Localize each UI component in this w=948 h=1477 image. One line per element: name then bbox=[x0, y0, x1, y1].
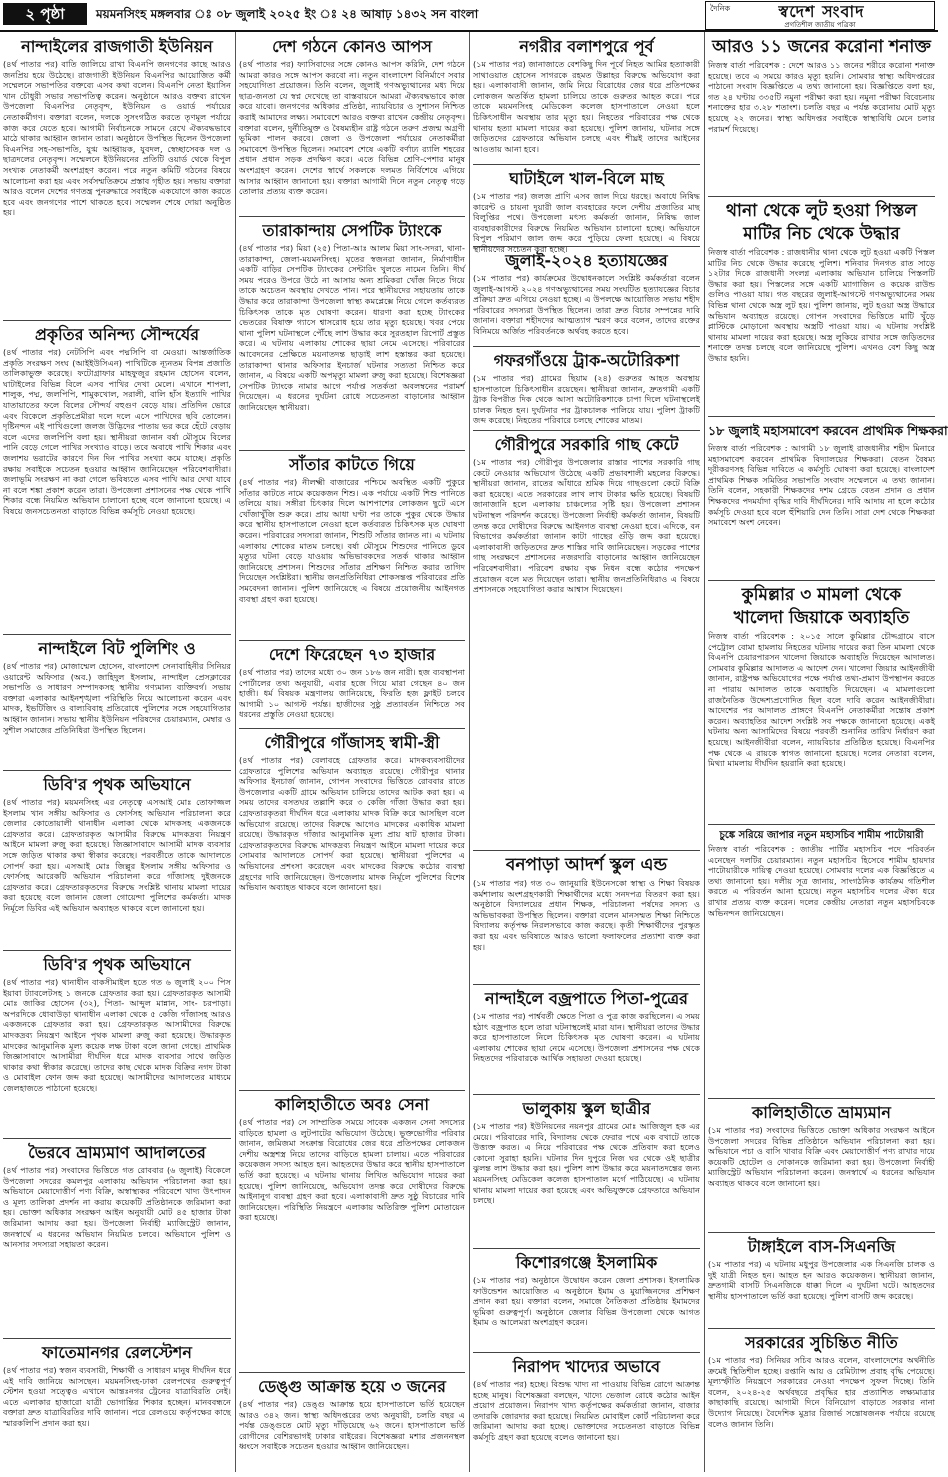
article-body: (৪র্থ পাতার পর) হচ্ছে। বিশুদ্ধ খাদ্য না পাওয়ায় বিভিন্ন রোগে আক্রান্ত হচ্ছে মানুষ। বিশেষজ্ঞরা বলছেন, খাদ্যে ভেজাল রোধে কঠোর আইন প্রয়োগ প্রয়োজন। নিরাপদ খাদ্য কর্তৃপক্ষের কর্মকর্তারা জানান, বাজার তদারকি জোরদার করা হয়েছে। নিয়মিত মোবাইল কোর্ট পরিচালনা করে জরিমানা আদায় করা হচ্ছে। ভোক্তাদের সচেতনতা বাড়াতে বিভিন্ন কর্মসূচি গ্রহণ করা হয়েছে বলেও জানানো হয়। bbox=[473, 1379, 700, 1442]
article-headline: ঘাটাইলে খাল-বিলে মাছ bbox=[509, 169, 664, 188]
article-body: (১ম পাতার পর) সিনিয়র সচিব আরও বলেন, বাংলাদেশের অর্থনীতি ক্রমেই স্থিতিশীল হচ্ছে। রপ্তানি আয় ও রেমিট্যান্স প্রবাহ বৃদ্ধি পেয়েছে। মূল্যস্ফীতি নিয়ন্ত্রণে সরকারের নেওয়া পদক্ষেপ সুফল দিচ্ছে। তিনি বলেন, ২০২৪-২৫ অর্থবছরে প্রবৃদ্ধির হার প্রত্যাশিত লক্ষ্যমাত্রার কাছাকাছি রয়েছে। আগামী দিনে বিনিয়োগ বাড়াতে সরকার নানা উদ্যোগ নিয়েছে। বৈদেশিক মুদ্রার রিজার্ভ সন্তোষজনক পর্যায়ে রয়েছে বলেও জানান তিনি। bbox=[708, 1355, 935, 1429]
article-july-2024 bbox=[473, 250, 700, 347]
article-gafargaon-accident bbox=[473, 350, 700, 431]
logo-prefix: দৈনিক bbox=[710, 4, 731, 13]
article-headline: কালিহাতীতে অবঃ সেনা bbox=[274, 1095, 430, 1114]
article-ghatail-fish bbox=[473, 168, 700, 254]
article-body: (৪র্থ পাতার পর) ডেঙ্গু আক্রান্ত হয়ে হাসপাতালে ভর্তি হয়েছেন আরও ৩৪২ জন। স্বাস্থ্য অধিদপ্তরের তথ্য অনুযায়ী, চলতি বছর এ পর্যন্ত ডেঙ্গুতে মোট মৃত্যু দাঁড়িয়েছে ৬২ জনে। হাসপাতালে ভর্তি রোগীদের বেশিরভাগই ঢাকার বাইরের। বিশেষজ্ঞরা মশার প্রজননস্থল ধ্বংসে সবাইকে সচেতন হওয়ার আহ্বান জানিয়েছেন। bbox=[239, 1399, 465, 1452]
logo-tagline: প্রগতিশীল জাতীয় পত্রিকা bbox=[784, 21, 856, 29]
article-headline: গৌরীপুরে গাঁজাসহ স্বামী-স্ত্রী bbox=[264, 733, 440, 752]
article-body: (৪র্থ পাতার পর) স্বজন ব্যবসায়ী, শিক্ষার্থী ও সাধারণ মানুষ দীর্ঘদিন ধরে এই দাবি জানিয়ে আসছেন। ময়মনসিংহ-ঢাকা রেলপথের গুরুত্বপূর্ণ স্টেশন হওয়া সত্ত্বেও এখানে আন্তঃনগর ট্রেনের যাত্রাবিরতি নেই। এতে এলাকার হাজারো যাত্রী ভোগান্তির শিকার হচ্ছেন। মানববন্ধনে বক্তারা দ্রুত যাত্রাবিরতির দাবি জানান। পরে রেলওয়ে কর্তৃপক্ষের কাছে স্মারকলিপি প্রদান করা হয়। bbox=[3, 1365, 231, 1428]
article-headline: নিরাপদ খাদ্যের অভাবে bbox=[512, 1357, 661, 1376]
article-headline: কালিহাতীতে ভ্রাম্যমান bbox=[752, 1103, 891, 1122]
logo-name: স্বদেশ সংবাদ bbox=[778, 2, 865, 21]
article-headline: বনপাড়া আদর্শ স্কুল এন্ড bbox=[505, 855, 668, 875]
article-headline: নান্দাইলে বজ্রপাতে পিতা-পুত্রের bbox=[485, 989, 688, 1008]
article-headline: নান্দাইলের রাজগাতী ইউনিয়ন bbox=[21, 37, 213, 56]
article-kalihati-mobile bbox=[708, 1102, 935, 1233]
article-body: (৪র্থ পাতার পর) নীলক্ষ্মী বাজারের পশ্চিমে অবস্থিত একটি পুকুরে সাঁতার কাটতে নামে কয়েকজন শিশু। এক পর্যায়ে একটি শিশু পানিতে তলিয়ে যায়। সঙ্গীরা চিৎকার দিলে আশপাশের লোকজন ছুটে এসে খোঁজাখুঁজি শুরু করে। প্রায় আধা ঘণ্টা পর তাকে পুকুর থেকে উদ্ধার করে স্থানীয় হাসপাতালে নেওয়া হলে কর্তব্যরত চিকিৎসক মৃত ঘোষণা করেন। পরিবারের সদস্যরা জানান, শিশুটি সাঁতার জানত না। এ ঘটনায় এলাকায় শোকের মাতম চলছে। বর্ষা মৌসুমে শিশুদের পানিতে ডুবে মৃত্যুর ঘটনা বেড়ে যাওয়ায় অভিভাবকদের সতর্ক থাকার আহ্বান জানিয়েছে প্রশাসন। শিশুদের সাঁতার প্রশিক্ষণ নিশ্চিত করার তাগিদ দিয়েছেন সংশ্লিষ্টরা। স্থানীয় জনপ্রতিনিধিরা শোকসন্তপ্ত পরিবারের প্রতি সমবেদনা জানান। পুলিশ জানিয়েছে এ বিষয়ে প্রয়োজনীয় আইনগত ব্যবস্থা গ্রহণ করা হয়েছে। bbox=[239, 477, 465, 604]
article-headline: গফরগাঁওয়ে ট্রাক-অটোরিকশা bbox=[493, 351, 680, 370]
article-body: (৪র্থ পাতার পর) সে সাম্প্রতিক সময়ে সাবেক একজন সেনা সদস্যের বাড়িতে হামলা ও লুটপাটের অভিযোগ উঠেছে। ভুক্তভোগীর পরিবার জানান, জমিজমা সংক্রান্ত বিরোধের জের ধরে প্রতিপক্ষের লোকজন দেশীয় অস্ত্রশস্ত্র নিয়ে তাদের বাড়িতে হামলা চালায়। এতে পরিবারের কয়েকজন সদস্য আহত হন। আহতদের উদ্ধার করে স্থানীয় হাসপাতালে ভর্তি করা হয়েছে। এ ঘটনায় থানায় লিখিত অভিযোগ দায়ের করা হয়েছে। পুলিশ জানিয়েছে, অভিযোগ তদন্ত করে দোষীদের বিরুদ্ধে আইনানুগ ব্যবস্থা গ্রহণ করা হবে। এলাকাবাসী দ্রুত সুষ্ঠু বিচারের দাবি জানিয়েছেন। পরিস্থিতি নিয়ন্ত্রণে এলাকায় অতিরিক্ত পুলিশ মোতায়েন করা হয়েছে। bbox=[239, 1117, 465, 1223]
article-body: (৪র্থ পাতার পর) তাদের মধ্যে ৩০ জন ১৮৬ জন নারী। হজ ব্যবস্থাপনা পোর্টালের তথ্য অনুযায়ী, এবার হজে গিয়ে মারা গেছেন ৪০ জন হাজী। ধর্ম বিষয়ক মন্ত্রণালয় জানিয়েছে, ফিরতি হজ ফ্লাইট চলবে আগামী ১০ আগস্ট পর্যন্ত। হাজীদের সুষ্ঠু প্রত্যাবর্তন নিশ্চিতে সব ধরনের প্রস্তুতি নেওয়া হয়েছে। bbox=[239, 667, 465, 720]
article-dengue bbox=[239, 1376, 465, 1473]
article-headline: ডিবি'র পৃথক অভিযানে bbox=[43, 955, 191, 974]
article-gouripur-trees bbox=[473, 434, 700, 851]
article-headline: ১৮ জুলাই মহাসমাবেশ করবেন প্রাথমিক শিক্ষকরা bbox=[708, 423, 948, 438]
article-khaleda bbox=[708, 584, 935, 825]
column-rule bbox=[235, 32, 236, 1472]
article-body: (৪র্থ পাতার পর) মিয়া (২৫) পিতা-আঃ আলম মিয়া সাং-সদরা, থানা-তারাকান্দা, জেলা-ময়মনসিংহ। মৃতের স্বজনরা জানান, নির্মাণাধীন একটি বাড়ির সেপটিক ট্যাংকের সেন্টারিং খুলতে নামেন তিনি। দীর্ঘ সময় পরেও উপরে উঠে না আসায় অন্য শ্রমিকরা খোঁজ নিতে গিয়ে তাকে অচেতন অবস্থায় দেখতে পান। পরে স্থানীয়দের সহায়তায় তাকে উদ্ধার করে তারাকান্দা উপজেলা স্বাস্থ্য কমপ্লেক্সে নিয়ে গেলে কর্তব্যরত চিকিৎসক তাকে মৃত ঘোষণা করেন। ধারণা করা হচ্ছে ট্যাংকের ভেতরের বিষাক্ত গ্যাসে শ্বাসরোধ হয়ে তার মৃত্যু হয়েছে। খবর পেয়ে থানা পুলিশ ঘটনাস্থলে পৌঁছে লাশ উদ্ধার করে সুরতহাল রিপোর্ট প্রস্তুত করে। এ ঘটনায় এলাকায় শোকের ছায়া নেমে এসেছে। পরিবারের আবেদনের প্রেক্ষিতে ময়নাতদন্ত ছাড়াই লাশ হস্তান্তর করা হয়েছে। তারাকান্দা থানার অফিসার ইনচার্জ ঘটনার সত্যতা নিশ্চিত করে জানান, এ বিষয়ে একটি অপমৃত্যু মামলা রুজু করা হয়েছে। বিশেষজ্ঞরা সেপটিক ট্যাংকে নামার আগে পর্যাপ্ত সতর্কতা অবলম্বনের পরামর্শ দিয়েছেন। এ ধরনের দুর্ঘটনা রোধে সচেতনতা বাড়ানোর আহ্বান জানিয়েছেন স্থানীয়রা। bbox=[239, 243, 465, 412]
article-headline: তারাকান্দায় সেপটিক ট্যাংকে bbox=[262, 221, 442, 240]
article-headline: নগরীর বলাশপুরে পূর্ব bbox=[519, 37, 654, 56]
article-headline: কুমিল্লার ৩ মামলা থেকে bbox=[741, 585, 902, 605]
article-govt-policy bbox=[708, 1332, 935, 1473]
article-headline: প্রকৃতির অনিন্দ্য সৌন্দর্যের bbox=[34, 325, 200, 344]
article-headline: টাঙ্গাইলে বাস-সিএনজি bbox=[747, 1237, 896, 1256]
article-swimming bbox=[239, 454, 465, 641]
article-body: (১ম পাতার পর) কার্যক্রমের উদ্বোধনকালে সংশ্লিষ্ট কর্মকর্তারা বলেন জুলাই-আগস্ট ২০২৪ গণঅভ্যুত্থানের সময় সংঘটিত হত্যাযজ্ঞের বিচার প্রক্রিয়া দ্রুত এগিয়ে নেওয়া হচ্ছে। এ উপলক্ষে আয়োজিত সভায় শহীদ পরিবারের সদস্যরা উপস্থিত ছিলেন। তারা দ্রুত বিচার সম্পন্নের দাবি জানান। বক্তারা শহীদদের আত্মত্যাগ স্মরণ করে বলেন, তাদের রক্তের বিনিময়ে অর্জিত পরিবর্তনকে অর্থবহ করতে হবে। bbox=[473, 273, 700, 336]
article-headline: ফাতেমানগর রেলস্টেশন bbox=[42, 1343, 192, 1362]
article-body: (১ম পাতার পর) গ্রামের ছিয়াম (২৪) গুরুতর আহত অবস্থায় হাসপাতালে চিকিৎসাধীন রয়েছেন। স্থানীয়রা জানান, দ্রুতগামী একটি ট্রাক বিপরীত দিক থেকে আসা অটোরিকশাকে চাপা দিলে ঘটনাস্থলেই চালক নিহত হন। দুর্ঘটনার পর ট্রাকচালক পালিয়ে যায়। পুলিশ ট্রাকটি জব্দ করেছে। নিহতের পরিবারে চলছে শোকের মাতম। bbox=[473, 373, 700, 426]
article-hajj-return bbox=[239, 644, 465, 729]
article-headline: গৌরীপুরে সরকারি গাছ কেটে bbox=[494, 435, 679, 454]
article-headline: ডিবি'র পৃথক অভিযানে bbox=[43, 775, 191, 794]
article-headline: সরকারের সুচিন্তিত নীতি bbox=[745, 1333, 898, 1352]
article-headline: দেশ গঠনে কোনও আপস bbox=[272, 37, 432, 56]
article-body: (৪র্থ পাতার পর) থানাধীন বাকসীমাইল হতে গত ৬ জুলাই ২০০ পিস ইয়াবা ট্যাবলেটসহ ১ জনকে গ্রেফতার করা হয়। গ্রেফতারকৃত আসামী মোঃ জাকির হোসেন (৩২), পিতা- আব্দুল মান্নান, সাং- চরপাড়া। অপরদিকে ধোবাউড়া থানাধীন এলাকা থেকে ৫ কেজি গাঁজাসহ আরও একজনকে গ্রেফতার করা হয়। গ্রেফতারকৃত আসামীদের বিরুদ্ধে মাদকদ্রব্য নিয়ন্ত্রণ আইনে পৃথক মামলা রুজু করা হয়েছে। উদ্ধারকৃত মাদকের আনুমানিক মূল্য কয়েক লক্ষ টাকা বলে জানা গেছে। প্রাথমিক জিজ্ঞাসাবাদে আসামীরা দীর্ঘদিন ধরে মাদক ব্যবসার সাথে জড়িত থাকার কথা স্বীকার করেছে। তাদের কাছ থেকে মাদক বিক্রির নগদ টাকা ও মোবাইল ফোন জব্দ করা হয়েছে। আসামীদের আদালতের মাধ্যমে জেলহাজতে পাঠানো হয়েছে। bbox=[3, 977, 231, 1093]
article-body: (৪র্থ পাতার পর) ময়মনসিংহ এর নেতৃত্বে এসআই মোঃ তোফাজ্জল ইসলাম খান সঙ্গীয় অফিসার ও ফোর্সসহ অভিযান পরিচালনা করে জেলার কোতোয়ালী থানাধীন এলাকা থেকে মাদকসহ একজনকে গ্রেফতার করে। গ্রেফতারকৃত আসামীর বিরুদ্ধে মাদকদ্রব্য নিয়ন্ত্রণ আইনে মামলা রুজু করা হয়েছে। জিজ্ঞাসাবাদে আসামী মাদক ব্যবসার সঙ্গে জড়িত থাকার কথা স্বীকার করেছে। পরবর্তীতে তাকে আদালতে সোপর্দ করা হয়। এসআই মোঃ জিল্লুর ইসলাম সঙ্গীয় অফিসার ও ফোর্সসহ আরেকটি অভিযান পরিচালনা করে গাঁজাসহ দুইজনকে গ্রেফতার করে। গ্রেফতারকৃতদের বিরুদ্ধে সংশ্লিষ্ট থানায় মামলা দায়ের করা হয়েছে বলে জানান জেলা গোয়েন্দা পুলিশের কর্মকর্তা। মাদক নির্মূলে ডিবির এই অভিযান অব্যাহত থাকবে বলে জানানো হয়। bbox=[3, 797, 231, 913]
article-fatemanagar bbox=[3, 1342, 231, 1473]
article-kalihati-army bbox=[239, 1094, 465, 1373]
article-body: (১ম পাতার পর) জলজ প্রাণি এসব জাল দিয়ে ধরছে। অবাধে নিষিদ্ধ কারেন্ট ও চায়না দুয়ারী জাল ব্যবহারের ফলে দেশীয় প্রজাতির মাছ বিলুপ্তির পথে। উপজেলা মৎস্য কর্মকর্তা জানান, নিষিদ্ধ জাল ব্যবহারকারীদের বিরুদ্ধে নিয়মিত অভিযান চালানো হচ্ছে। অভিযানে বিপুল পরিমাণ জাল জব্দ করে পুড়িয়ে ফেলা হয়েছে। এ বিষয়ে স্থানীয়দের সচেতন করা হচ্ছে। bbox=[473, 191, 700, 254]
article-headline: নান্দাইলে বিট পুলিশিং ও bbox=[38, 639, 196, 658]
article-desh-gothone bbox=[239, 36, 465, 217]
article-body: (১ম পাতার পর) গৌরীপুর উপজেলার রাস্তার পাশের সরকারি গাছ কেটে নেওয়ার অভিযোগ উঠেছে একটি প্রভাবশালী মহলের বিরুদ্ধে। স্থানীয়রা জানান, রাতের আঁধারে শ্রমিক দিয়ে গাছগুলো কেটে বিক্রি করা হয়েছে। এতে সরকারের লাখ লাখ টাকার ক্ষতি হয়েছে। বিষয়টি জানাজানি হলে এলাকায় চাঞ্চল্যের সৃষ্টি হয়। উপজেলা প্রশাসন ঘটনাস্থল পরিদর্শন করেছে। উপজেলা নির্বাহী কর্মকর্তা জানান, বিষয়টি তদন্ত করে দোষীদের বিরুদ্ধে আইনগত ব্যবস্থা নেওয়া হবে। এদিকে, বন বিভাগের কর্মকর্তারা জানান কাটা গাছের গুঁড়ি জব্দ করা হয়েছে। এলাকাবাসী জড়িতদের দ্রুত শাস্তির দাবি জানিয়েছেন। সড়কের পাশের গাছ সংরক্ষণে প্রশাসনের নজরদারি বাড়ানোর আহ্বান জানিয়েছেন পরিবেশবাদীরা। পরিবেশ রক্ষায় বৃক্ষ নিধন বন্ধে কঠোর পদক্ষেপ প্রয়োজন বলে মত দিয়েছেন তারা। স্থানীয় জনপ্রতিনিধিরাও এ বিষয়ে প্রশাসনকে সহযোগিতা করার আশ্বাস দিয়েছেন। bbox=[473, 457, 700, 595]
article-body: (৪র্থ পাতার পর) সংবাদের ভিত্তিতে গত রোববার (৬ জুলাই) বিকেলে উপজেলা সদরের কমলপুর এলাকায় অভিযান পরিচালনা করা হয়। অভিযানে মেয়াদোত্তীর্ণ পণ্য বিক্রি, অস্বাস্থ্যকর পরিবেশে খাদ্য উৎপাদন ও মূল্য তালিকা প্রদর্শন না করায় কয়েকটি প্রতিষ্ঠানকে জরিমানা করা হয়। ভোক্তা অধিকার সংরক্ষণ আইন অনুযায়ী মোট ৪৫ হাজার টাকা জরিমানা আদায় করা হয়। উপজেলা নির্বাহী ম্যাজিস্ট্রেট জানান, জনস্বার্থে এ ধরনের অভিযান নিয়মিত চলবে। অভিযানে পুলিশ ও আনসার সদস্যরা সহায়তা করেন। bbox=[3, 1165, 231, 1250]
article-nandail-beat-policing bbox=[3, 638, 231, 771]
article-corona bbox=[708, 36, 935, 197]
article-bhaluka-student bbox=[473, 1098, 700, 1249]
article-body: (৪র্থ পাতার পর) বাতি জালিয়ে রাখা বিএনপি জনগণের কাছে আরও জনপ্রিয় হয়ে উঠেছে। রাজগাতী ইউনিয়ন বিএনপির আয়োজিত কর্মী সম্মেলনে সভাপতির বক্তব্যে এসব কথা বলেন। বিএনপি নেতা ইয়াসিন খান চৌধুরী সভার সভাপতিত্ব করেন। অনুষ্ঠানে আরও বক্তব্য রাখেন উপজেলা বিএনপির নেতৃবৃন্দ, ইউনিয়ন ও ওয়ার্ড পর্যায়ের নেতাকর্মীগণ। বক্তারা বলেন, দলকে সুসংগঠিত করতে তৃণমূল পর্যায়ে কাজ করে যেতে হবে। আগামী নির্বাচনকে সামনে রেখে ঐক্যবদ্ধভাবে মাঠে থাকার আহ্বান জানান তারা। অনুষ্ঠানে উপস্থিত ছিলেন উপজেলা বিএনপির সহ-সভাপতি, যুগ্ম আহ্বায়ক, যুবদল, স্বেচ্ছাসেবক দল ও ছাত্রদলের নেতৃবৃন্দ। সম্মেলনে ইউনিয়নের প্রতিটি ওয়ার্ড থেকে বিপুল সংখ্যক নেতাকর্মী অংশগ্রহণ করেন। পরে নতুন কমিটি গঠনের বিষয়ে আলোচনা করা হয় এবং সর্বসম্মতিক্রমে প্রস্তাব গৃহীত হয়। সভায় বক্তারা আরও বলেন দেশের গণতন্ত্র পুনরুদ্ধারে সবাইকে একযোগে কাজ করতে হবে এবং জনগণের পাশে থাকতে হবে। সম্মেলন শেষে দোয়া অনুষ্ঠিত হয়। bbox=[3, 59, 231, 218]
article-body: নিজস্ব বার্তা পরিবেশক : রাজধানীর থানা থেকে লুট হওয়া একটি পিস্তল মাটির নিচ থেকে উদ্ধার করেছে পুলিশ। শনিবার দিনগত রাত সাড়ে ১২টার দিকে রাজধানী সংলগ্ন এলাকায় অভিযান চালিয়ে পিস্তলটি উদ্ধার করা হয়। পিস্তলের সঙ্গে একটি ম্যাগাজিন ও কয়েক রাউন্ড গুলিও পাওয়া যায়। গত বছরের জুলাই-আগস্টে গণঅভ্যুত্থানের সময় বিভিন্ন থানা থেকে অস্ত্র লুট হয়। পুলিশ জানায়, লুট হওয়া অস্ত্র উদ্ধারে অভিযান অব্যাহত রয়েছে। গোপন সংবাদের ভিত্তিতে মাটি খুঁড়ে প্লাস্টিকে মোড়ানো অবস্থায় অস্ত্রটি পাওয়া যায়। এ ঘটনায় সংশ্লিষ্ট থানায় মামলা দায়ের করা হয়েছে। অস্ত্র লুকিয়ে রাখার সঙ্গে জড়িতদের শনাক্তে তদন্ত চলছে বলে জানিয়েছে পুলিশ। এখনও বেশ কিছু অস্ত্র উদ্ধার হয়নি। bbox=[708, 247, 935, 363]
article-headline: দেশে ফিরেছেন ৭৩ হাজার bbox=[268, 645, 436, 664]
article-headline: ভৈরবে ভ্রাম্যমাণ আদালতের bbox=[28, 1143, 206, 1162]
article-subheadline: খালেদা জিয়াকে অব্যাহতি bbox=[733, 608, 910, 628]
article-body: (১ম পাতার পর) এ ঘটনায় মধুপুর উপজেলার এক সিএনজি চালক ও দুই যাত্রী নিহত হন। আহত হন আরও কয়েকজন। স্থানীয়রা জানান, দ্রুতগামী বাসটি সিএনজিকে ধাক্কা দিলে এ দুর্ঘটনা ঘটে। আহতদের স্থানীয় হাসপাতালে ভর্তি করা হয়েছে। পুলিশ বাসটি জব্দ করেছে। bbox=[708, 1259, 935, 1301]
article-japa bbox=[708, 828, 935, 1099]
article-balashpur bbox=[473, 36, 700, 165]
article-headline: থানা থেকে লুট হওয়া পিস্তল bbox=[726, 201, 917, 221]
dateline: ময়মনসিংহ মঙ্গলবার ঃ ০৮ জুলাই ২০২৫ ইং ঃ ২৪ আষাঢ় ১৪৩২ সন বাংলা bbox=[96, 7, 479, 21]
article-tarakanda bbox=[239, 220, 465, 451]
article-headline: সাঁতার কাটতে গিয়ে bbox=[289, 455, 415, 474]
article-body: (৪র্থ পাতার পর) বেলাবহে গ্রেফতার করে। মাদকব্যবসায়ীদের গ্রেফতারে পুলিশের অভিযান অব্যাহত রয়েছে। গৌরীপুর থানার অফিসার ইনচার্জ জানান, গোপন সংবাদের ভিত্তিতে রোববার রাতে উপজেলার একটি গ্রামে অভিযান চালিয়ে তাদের আটক করা হয়। এ সময় তাদের বসতঘর তল্লাশি করে ৩ কেজি গাঁজা উদ্ধার করা হয়। গ্রেফতারকৃতরা দীর্ঘদিন ধরে এলাকায় মাদক বিক্রি করে আসছিল বলে অভিযোগ রয়েছে। তাদের বিরুদ্ধে আগেও মাদকের একাধিক মামলা রয়েছে। উদ্ধারকৃত গাঁজার আনুমানিক মূল্য প্রায় ষাট হাজার টাকা। গ্রেফতারকৃতদের বিরুদ্ধে মাদকদ্রব্য নিয়ন্ত্রণ আইনে মামলা দায়ের করে সোমবার আদালতে সোপর্দ করা হয়েছে। স্থানীয়রা পুলিশের এ অভিযানের প্রশংসা করেছেন এবং মাদকের বিরুদ্ধে কঠোর ব্যবস্থা গ্রহণের দাবি জানিয়েছেন। উপজেলায় মাদক নির্মূলে পুলিশের বিশেষ অভিযান অব্যাহত থাকবে বলে জানানো হয়। bbox=[239, 755, 465, 893]
article-headline: আরও ১১ জনের করোনা শনাক্ত bbox=[712, 37, 931, 57]
article-headline: ভালুকায় স্কুল ছাত্রীর bbox=[522, 1099, 651, 1118]
article-kishoreganj-islamic bbox=[473, 1252, 700, 1353]
article-gouripur-ganja bbox=[239, 732, 465, 1091]
article-safe-food bbox=[473, 1356, 700, 1473]
article-db-operation-2 bbox=[3, 954, 231, 1139]
article-pistol bbox=[708, 200, 935, 417]
article-banpara-school bbox=[473, 854, 700, 985]
article-body: (৪র্থ পাতার পর) নেটসিপি এবং পদ্মসিপি বা মেওয়া। আন্তর্জাতিক প্রকৃতি সংরক্ষণ সংঘ (আইইউসিএন) পাখিটিকে ন্যূনতম বিপন্ন প্রজাতি তালিকাভুক্ত করেছে। ফটোগ্রাফার মাহফুজুর রহমান হোসেন বলেন, ঘাটাইলের বিভিন্ন বিলে এসব পাখির দেখা মেলে। এখানে শাপলা, শালুক, পদ্ম, জলপিপি, শামুকখোল, সরালী, বালি হাঁস ইত্যাদি পাখির যাতায়াতের ফলে বিলের সৌন্দর্য বহুগুণ বেড়ে যায়। প্রতিদিন ভোরে এবং বিকেলে প্রকৃতিপ্রেমীরা দলে দলে এসে পাখিদের ছবি তোলেন। দৃষ্টিনন্দন এই পাখিগুলো জলজ উদ্ভিদের পাতায় ভর করে হেঁটে বেড়ায় বলে এদের জলপিপি বলা হয়। স্থানীয়রা জানান বর্ষা মৌসুমে বিলের পানি বেড়ে গেলে পাখির সংখ্যাও বাড়ে। তবে অবাধে পাখি শিকার এবং জলাশয় ভরাটের কারণে দিন দিন পাখির সংখ্যা কমে যাচ্ছে। প্রকৃতি রক্ষায় সবাইকে সচেতন হওয়ার আহ্বান জানিয়েছেন পরিবেশবাদীরা। জলাভূমি সংরক্ষণ না করা গেলে ভবিষ্যতে এসব পাখি আর দেখা যাবে না বলে শঙ্কা প্রকাশ করেন তারা। উপজেলা প্রশাসনের পক্ষ থেকে পাখি শিকার বন্ধে নিয়মিত অভিযান চালানো হচ্ছে বলে জানানো হয়েছে। এ বিষয়ে জনসচেতনতা বাড়াতে বিভিন্ন কর্মসূচি নেওয়া হয়েছে। bbox=[3, 347, 231, 516]
article-prokriti bbox=[3, 324, 231, 635]
article-subheadline: মাটির নিচ থেকে উদ্ধার bbox=[743, 224, 900, 244]
article-bhairab-court bbox=[3, 1142, 231, 1339]
article-body: (৪র্থ পাতার পর) ফ্যাসিবাদের সঙ্গে কোনও আপস করিনি, দেশ গঠনে আমরা কারও সঙ্গে আপস করবো না। নতুন বাংলাদেশ বিনির্মাণে সবার সহযোগিতা প্রয়োজন। তিনি বলেন, জুলাই গণঅভ্যুত্থানের মধ্য দিয়ে ছাত্র-জনতা যে স্বপ্ন দেখেছে তা বাস্তবায়নে আমরা ঐক্যবদ্ধভাবে কাজ করে যাবো। জনগণের অধিকার প্রতিষ্ঠা, ন্যায়বিচার ও সুশাসন নিশ্চিত করাই আমাদের লক্ষ্য। সমাবেশে আরও বক্তব্য রাখেন কেন্দ্রীয় নেতৃবৃন্দ। বক্তারা বলেন, দুর্নীতিমুক্ত ও বৈষম্যহীন রাষ্ট্র গঠনে তরুণ প্রজন্ম অগ্রণী ভূমিকা পালন করবে। জেলা ও উপজেলা পর্যায়ের নেতাকর্মীরা সমাবেশে উপস্থিত ছিলেন। সমাবেশ শেষে একটি বর্ণাঢ্য র‌্যালি শহরের প্রধান প্রধান সড়ক প্রদক্ষিণ করে। এতে বিভিন্ন শ্রেণি-পেশার মানুষ অংশগ্রহণ করেন। দেশের স্বার্থে সকলকে দলমত নির্বিশেষে এগিয়ে আসার আহ্বান জানানো হয়। বক্তারা আগামী দিনে নতুন নেতৃত্ব গড়ে তোলার প্রত্যয় ব্যক্ত করেন। bbox=[239, 59, 465, 197]
article-nandail-rajgati bbox=[3, 36, 231, 321]
article-body: (১ম পাতার পর) ইউনিয়নের নয়নপুর গ্রামের মোঃ আজিজুল হক এর মেয়ে। পরিবারের দাবি, বিদ্যালয় থেকে ফেরার পথে এক বখাটে তাকে উত্ত্যক্ত করত। এ নিয়ে পরিবারের পক্ষ থেকে প্রতিবাদ করা হলেও কোনো সুরাহা হয়নি। ঘটনার দিন দুপুরে নিজ ঘর থেকে ওই ছাত্রীর ঝুলন্ত লাশ উদ্ধার করা হয়। পুলিশ লাশ উদ্ধার করে ময়নাতদন্তের জন্য ময়মনসিংহ মেডিকেল কলেজ হাসপাতাল মর্গে পাঠিয়েছে। এ ঘটনায় থানায় মামলা দায়ের করা হয়েছে এবং অভিযুক্তকে গ্রেফতারে অভিযান চলছে। bbox=[473, 1121, 700, 1206]
article-teachers-rally bbox=[708, 420, 948, 581]
article-headline: কিশোরগঞ্জে ইসলামিক bbox=[515, 1253, 658, 1272]
article-headline: ডেঙ্গু আক্রান্ত হয়ে ৩ জনের bbox=[258, 1377, 446, 1396]
article-headline: জুলাই-২০২৪ হত্যাযজ্ঞের bbox=[505, 251, 668, 270]
masthead bbox=[0, 0, 938, 32]
article-body: নিজস্ব বার্তা পরিবেশক : দেশে আরও ১১ জনের শরীরে করোনা শনাক্ত হয়েছে। তবে এ সময়ে কারও মৃত্যু হয়নি। সোমবার স্বাস্থ্য অধিদপ্তরের পাঠানো সংবাদ বিজ্ঞপ্তিতে এ তথ্য জানানো হয়। বিজ্ঞপ্তিতে বলা হয়, গত ২৪ ঘণ্টায় ৩৩৫টি নমুনা পরীক্ষা করা হয়। নমুনা পরীক্ষা বিবেচনায় শনাক্তের হার ৩.২৮ শতাংশ। চলতি বছর এ পর্যন্ত করোনায় মোট মৃত্যু হয়েছে ২২ জনের। স্বাস্থ্য অধিদপ্তর সবাইকে স্বাস্থ্যবিধি মেনে চলার পরামর্শ দিয়েছে। bbox=[708, 60, 935, 134]
article-tangail-bus bbox=[708, 1236, 935, 1329]
article-nandail-lightning bbox=[473, 988, 700, 1095]
article-body: (৪র্থ পাতার পর) মোজাম্মেল হোসেন, বাংলাদেশ সেনাবাহিনীর সিনিয়র ওয়ারেন্ট অফিসার (অব.) জাহিদুল ইসলাম, নান্দাইল প্রেসক্লাবের সভাপতি ও সাধারণ সম্পাদকসহ স্থানীয় গণ্যমান্য ব্যক্তিবর্গ। সভায় বক্তারা এলাকার আইনশৃঙ্খলা পরিস্থিতি নিয়ে আলোচনা করেন এবং মাদক, ইভটিজিং ও বাল্যবিবাহ প্রতিরোধে পুলিশের সঙ্গে সহযোগিতার আহ্বান জানান। সভায় স্থানীয় ইউনিয়ন পরিষদের চেয়ারম্যান, মেম্বার ও সুশীল সমাজের প্রতিনিধিরা উপস্থিত ছিলেন। bbox=[3, 661, 231, 735]
article-db-operation-1 bbox=[3, 774, 231, 951]
article-body: (১ম পাতার পর) পার্শ্ববর্তী ক্ষেতে পিতা ও পুত্র কাজ করছিলেন। এ সময় হঠাৎ বজ্রপাত হলে তারা ঘটনাস্থলেই মারা যান। স্থানীয়রা তাদের উদ্ধার করে হাসপাতালে নিলে চিকিৎসক মৃত ঘোষণা করেন। এ ঘটনায় এলাকায় শোকের ছায়া নেমে এসেছে। উপজেলা প্রশাসনের পক্ষ থেকে নিহতদের পরিবারকে আর্থিক সহায়তা দেওয়া হয়েছে। bbox=[473, 1011, 700, 1064]
article-body: (১ম পাতার পর) অনুষ্ঠানে উদ্বোধন করেন জেলা প্রশাসক। ইসলামিক ফাউন্ডেশন আয়োজিত এ অনুষ্ঠানে ইমাম ও মুয়াজ্জিনদের প্রশিক্ষণ প্রদান করা হয়। বক্তারা বলেন, সমাজে নৈতিকতা প্রতিষ্ঠায় ইমামদের ভূমিকা গুরুত্বপূর্ণ। অনুষ্ঠানে জেলার বিভিন্ন উপজেলা থেকে আগত ইমাম ও আলেমরা অংশগ্রহণ করেন। bbox=[473, 1275, 700, 1328]
article-body: (১ম পাতার পর) গত ৩০ জানুয়ারি ইউনেসকো স্বাস্থ্য ও শিক্ষা বিষয়ক কর্মশালায় অংশগ্রহণকারী শিক্ষার্থীদের মধ্যে সনদপত্র বিতরণ করা হয়। অনুষ্ঠানে বিদ্যালয়ের প্রধান শিক্ষক, পরিচালনা পর্ষদের সদস্য ও অভিভাবকরা উপস্থিত ছিলেন। বক্তারা বলেন মানসম্মত শিক্ষা নিশ্চিতে বিদ্যালয় কর্তৃপক্ষ নিরলসভাবে কাজ করছে। কৃতী শিক্ষার্থীদের পুরস্কৃত করা হয় এবং ভবিষ্যতে আরও ভালো ফলাফলের প্রত্যাশা ব্যক্ত করা হয়। bbox=[473, 878, 700, 952]
article-body: (১ম পাতার পর) সংবাদের ভিত্তিতে ভোক্তা অধিকার সংরক্ষণ আইনে উপজেলা সদরের বিভিন্ন প্রতিষ্ঠানে অভিযান পরিচালনা করা হয়। অভিযানে পচা ও বাসি খাবার বিক্রি এবং মেয়াদোত্তীর্ণ পণ্য রাখার দায়ে কয়েকটি হোটেল ও দোকানকে জরিমানা করা হয়। উপজেলা নির্বাহী ম্যাজিস্ট্রেট অভিযান পরিচালনা করেন। জনস্বার্থে এ ধরনের অভিযান অব্যাহত থাকবে বলে জানানো হয়। bbox=[708, 1125, 935, 1188]
column-rule bbox=[704, 32, 705, 1472]
article-headline: চুঙ্কে সরিয়ে জাপার নতুন মহাসচিব শামীম পাটোয়ারী bbox=[719, 830, 924, 841]
newspaper-logo bbox=[705, 1, 935, 30]
article-body: নিজস্ব বার্তা পরিবেশক : আগামী ১৮ জুলাই রাজধানীর শহীদ মিনারে মহাসমাবেশ করবেন প্রাথমিক বিদ্যালয়ের শিক্ষকরা। বেতন বৈষম্য দূরীকরণসহ বিভিন্ন দাবিতে এ কর্মসূচি ঘোষণা করা হয়েছে। বাংলাদেশ প্রাথমিক শিক্ষক সমিতির সভাপতি সংবাদ সম্মেলনে এ তথ্য জানান। তিনি বলেন, সহকারী শিক্ষকদের দশম গ্রেডে বেতন প্রদান ও প্রধান শিক্ষকদের পদমর্যাদা বৃদ্ধির দাবি দীর্ঘদিনের। দাবি আদায় না হলে কঠোর কর্মসূচি দেওয়া হবে বলে হুঁশিয়ারি দেন তিনি। সারা দেশ থেকে শিক্ষকরা সমাবেশে অংশ নেবেন। bbox=[708, 443, 935, 528]
article-body: নিজস্ব বার্তা পরিবেশক : জাতীয় পার্টির মহাসচিব পদে পরিবর্তন এনেছেন দলটির চেয়ারম্যান। নতুন মহাসচিব হিসেবে শামীম হায়দার পাটোয়ারীকে দায়িত্ব দেওয়া হয়েছে। সোমবার দলের এক বিজ্ঞপ্তিতে এ তথ্য জানানো হয়। দলীয় সূত্র জানায়, সাংগঠনিক কার্যক্রম গতিশীল করতে এ পরিবর্তন আনা হয়েছে। নতুন মহাসচিব দলের ঐক্য ধরে রাখার প্রত্যয় ব্যক্ত করেন। দলের কেন্দ্রীয় নেতারা নতুন মহাসচিবকে অভিনন্দন জানিয়েছেন। bbox=[708, 844, 935, 918]
article-body: (১ম পাতার পর) জানাজাতে বেশকিছু দিন পূর্বে নিহত আমির হত্যাকারী সাথাওয়াত হোসেন সাগরকে রহমত উল্লাহর বিরুদ্ধে অভিযোগ করা হয়। এলাকাবাসী জানান, জমি নিয়ে বিরোধের জের ধরে প্রতিপক্ষের লোকজন অতর্কিত হামলা চালিয়ে তাকে গুরুতর আহত করে। পরে তাকে ময়মনসিংহ মেডিকেল কলেজ হাসপাতালে নেওয়া হলে চিকিৎসাধীন অবস্থায় তার মৃত্যু হয়। নিহতের পরিবারের পক্ষ থেকে থানায় হত্যা মামলা দায়ের করা হয়েছে। পুলিশ জানায়, ঘটনার সঙ্গে জড়িতদের গ্রেফতারে অভিযান চলছে এবং শীঘ্রই তাদের আইনের আওতায় আনা হবে। bbox=[473, 59, 700, 154]
column-rule bbox=[469, 32, 470, 1472]
article-body: নিজস্ব বার্তা পরিবেশক : ২০১৫ সালে কুমিল্লার চৌদ্দগ্রামে বাসে পেট্রোল বোমা হামলায় নিহতের ঘটনায় দায়ের করা তিন মামলা থেকে বিএনপি চেয়ারপারসন খালেদা জিয়াকে অব্যাহতি দিয়েছেন আদালত। সোমবার কুমিল্লার আদালত এ আদেশ দেন। খালেদা জিয়ার আইনজীবী জানান, রাষ্ট্রপক্ষ অভিযোগের পক্ষে পর্যাপ্ত তথ্য-প্রমাণ উপস্থাপন করতে না পারায় আদালত তাকে অব্যাহতি দিয়েছেন। এ মামলাগুলো রাজনৈতিক উদ্দেশ্যপ্রণোদিত ছিল বলে দাবি করেন আইনজীবীরা। আদেশের পর আদালত প্রাঙ্গণে বিএনপি নেতাকর্মীরা সন্তোষ প্রকাশ করেন। অব্যাহতির আদেশ সংশ্লিষ্ট সব পক্ষকে জানানো হয়েছে। একই ঘটনায় অন্য আসামিদের বিষয়ে পরবর্তী শুনানির তারিখ নির্ধারণ করা হয়েছে। আইনজীবীরা বলেন, ন্যায়বিচার প্রতিষ্ঠিত হয়েছে। বিএনপির পক্ষ থেকে এ রায়কে স্বাগত জানানো হয়েছে। দলের নেতারা বলেন, মিথ্যা মামলায় দীর্ঘদিন হয়রানি করা হয়েছে। bbox=[708, 631, 935, 769]
page-number-badge: ২ পৃষ্ঠা bbox=[3, 3, 87, 25]
